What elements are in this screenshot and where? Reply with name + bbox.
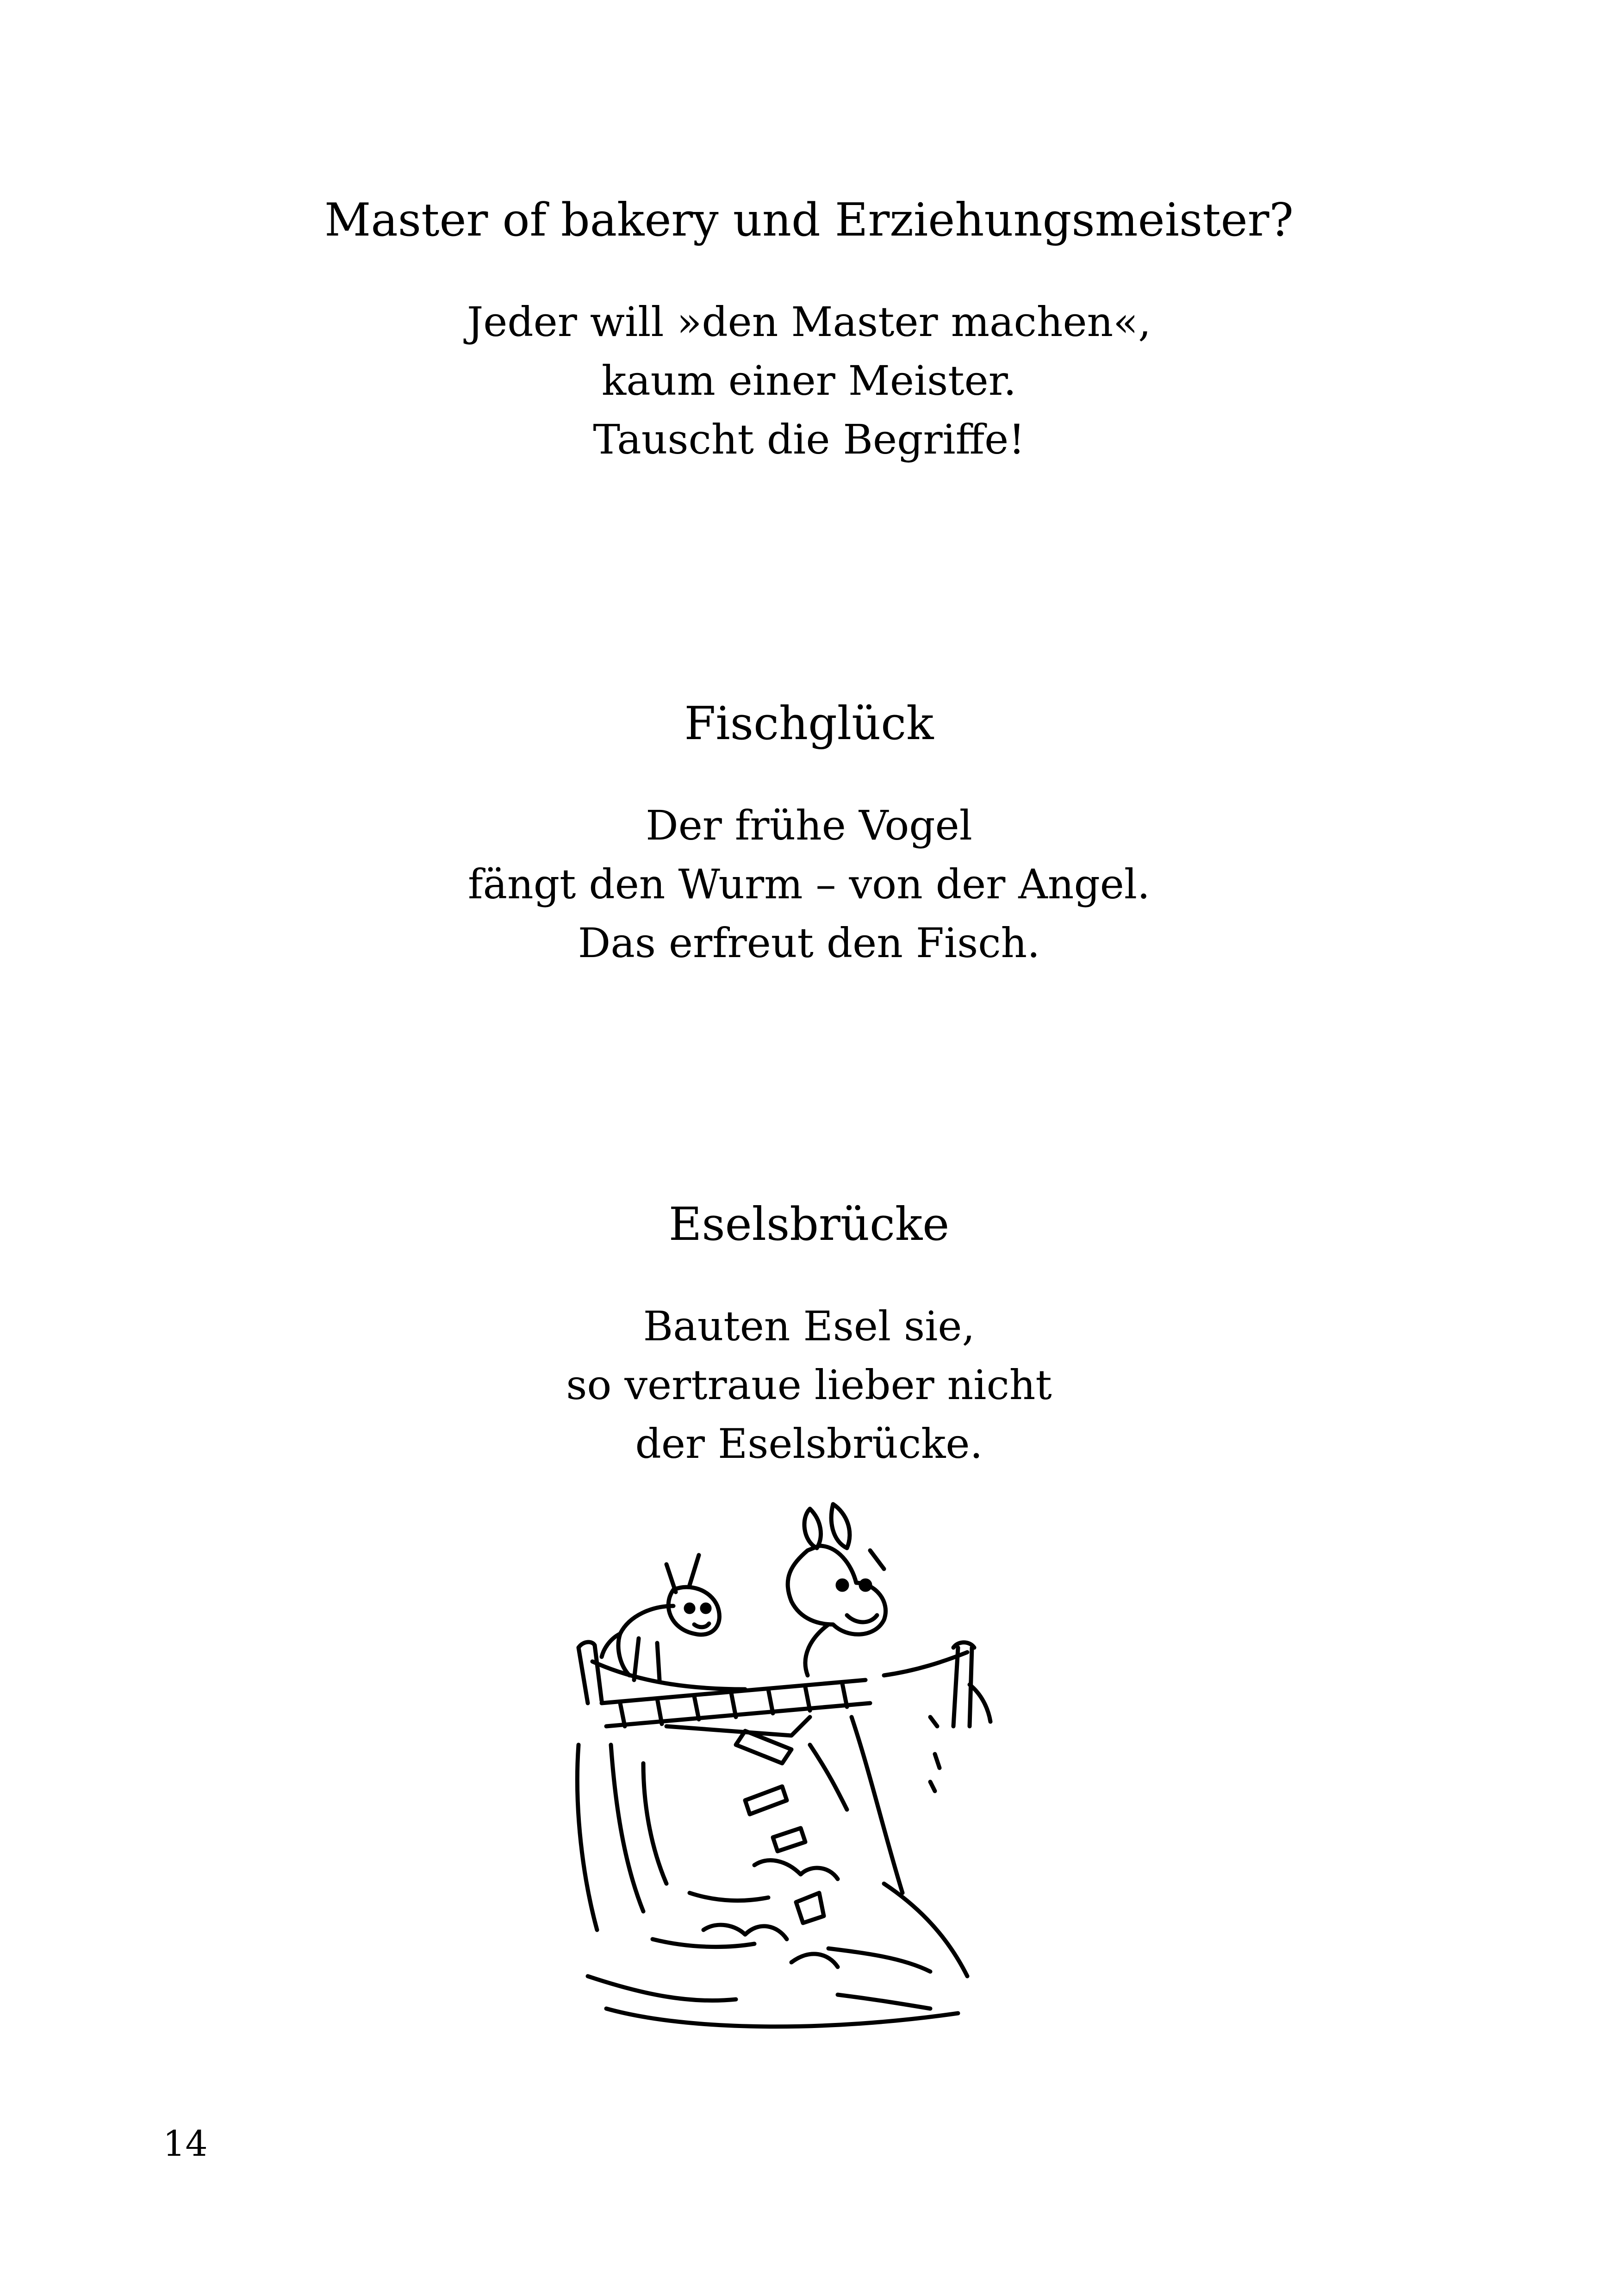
poem-body — [0, 796, 1618, 972]
poem-line: Der frühe Vogel — [646, 802, 972, 849]
poem-line: Jeder will »den Master machen«, — [467, 298, 1151, 346]
poem-line: Tauscht die Begriffe! — [593, 416, 1025, 463]
poem-title: Master of bakery und Erziehungsmeister? — [324, 194, 1294, 247]
poem-line: der Eselsbrücke. — [635, 1420, 983, 1468]
donkeys-on-collapsing-bridge-drawing — [551, 1486, 1004, 2041]
poem-title: Eselsbrücke — [668, 1198, 950, 1251]
poem-eselsbruecke — [0, 1195, 1618, 1473]
poem-line: fängt den Wurm – von der Angel. — [468, 860, 1150, 908]
poem-line: so vertraue lieber nicht — [566, 1361, 1052, 1409]
poem-title: Fischglück — [684, 697, 934, 750]
poem-body — [0, 1297, 1618, 1473]
poem-line: kaum einer Meister. — [601, 357, 1017, 404]
poem-master-of-bakery — [0, 191, 1618, 469]
poem-line: Bauten Esel sie, — [643, 1302, 975, 1350]
poem-fischglueck — [0, 694, 1618, 972]
page-number: 14 — [163, 2123, 208, 2164]
poem-line: Das erfreut den Fisch. — [578, 919, 1040, 967]
poem-body — [0, 292, 1618, 469]
